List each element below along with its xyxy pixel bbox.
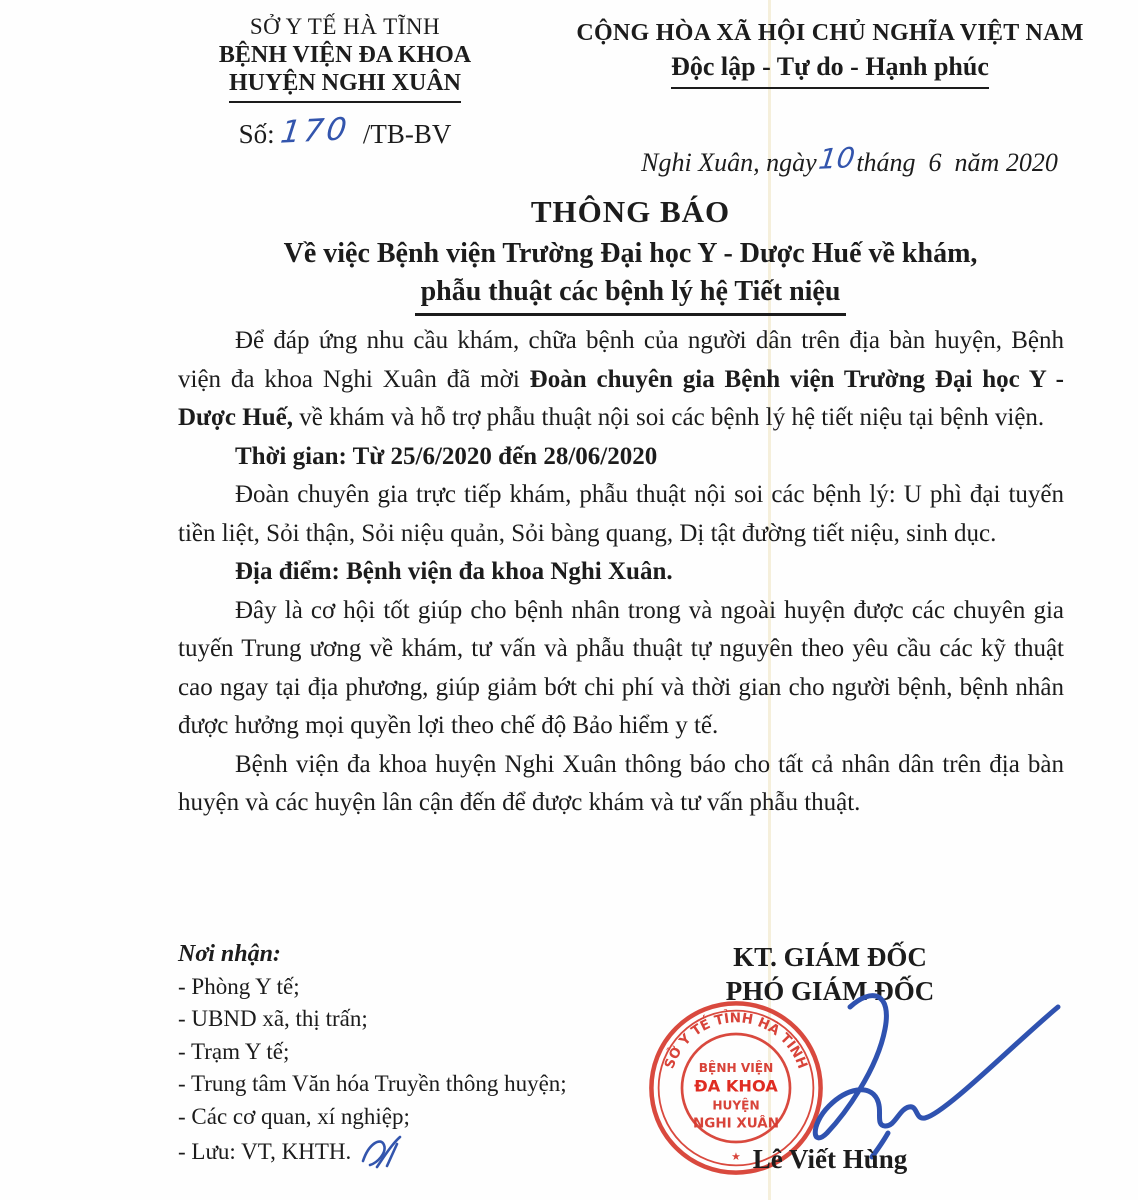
clerk-initial-scrawl: [357, 1133, 405, 1171]
parent-org-name: SỞ Y TẾ HÀ TĨNH: [249, 14, 441, 39]
recipients-block: [178, 938, 608, 1171]
signer-name: Lê Viết Hùng: [752, 1144, 908, 1174]
paragraph-1: Để đáp ứng nhu cầu khám, chữa bệnh của người dân trên địa bàn huyện, Bệnh viện đa khoa Nghi Xuân đã mời Đoàn chuyên gia Bệnh viện Trường Đại học Y - Dược Huế, về khám và hỗ trợ phẫu thuật nội soi các bệnh lý hệ tiết niệu tại bệnh viện.: [178, 327, 1065, 431]
national-header-block: [540, 20, 1120, 208]
document-subtitle-line1: Về việc Bệnh viện Trường Đại học Y - Dược Huế về khám,: [283, 238, 978, 269]
org-name-line2: HUYỆN NGHI XUÂN: [150, 70, 540, 103]
paragraph-location: Địa điểm: Bệnh viện đa khoa Nghi Xuân.: [235, 558, 673, 585]
document-body: [178, 322, 1064, 823]
stamp-inner-line4: NGHI XUÂN: [692, 1115, 780, 1132]
stamp-inner-line1: BỆNH VIỆN: [698, 1060, 774, 1075]
national-motto-line1: CỘNG HÒA XÃ HỘI CHỦ NGHĨA VIỆT NAM: [576, 20, 1084, 46]
date-prefix: Nghi Xuân, ngày: [641, 148, 817, 177]
signer-capacity-line1: KT. GIÁM ĐỐC: [733, 942, 927, 972]
issuing-org-block: [150, 14, 540, 151]
recipient-item: - Các cơ quan, xí nghiệp;: [178, 1103, 410, 1129]
recipient-item: - Phòng Y tế;: [178, 973, 300, 999]
document-title: THÔNG BÁO: [530, 194, 731, 229]
stamp-inner-line3: HUYỆN: [712, 1098, 760, 1113]
signer-capacity-line2: PHÓ GIÁM ĐỐC: [725, 976, 935, 1006]
doc-number-prefix: Số:: [238, 119, 275, 149]
paragraph-1-bold: Đoàn chuyên gia Bệnh viện Trường Đại học Y - Dược Huế,: [178, 365, 1065, 431]
recipients-title: Nơi nhận:: [178, 941, 281, 967]
document-title-block: [178, 194, 1083, 316]
handwritten-doc-number: 170: [278, 111, 352, 151]
national-motto-line2: Độc lập - Tự do - Hạnh phúc: [540, 52, 1120, 89]
stamp-bottom-star: ★: [731, 1150, 741, 1163]
paragraph-time: Thời gian: Từ 25/6/2020 đến 28/06/2020: [235, 442, 658, 470]
recipient-item: - Trạm Y tế;: [178, 1038, 290, 1064]
stamp-ring-text: SỞ Y TẾ TỈNH HÀ TĨNH: [661, 1010, 811, 1071]
paragraph-3: Đoàn chuyên gia trực tiếp khám, phẫu thuật nội soi các bệnh lý: U phì đại tuyến tiền liệt, Sỏi thận, Sỏi niệu quản, Sỏi bàng quang, Dị tật đường tiết niệu, sinh dục.: [178, 481, 1064, 547]
paragraph-5: Đây là cơ hội tốt giúp cho bệnh nhân trong và ngoài huyện được các chuyên gia tuyến Trung ương về khám, tư vấn và phẫu thuật tự nguyên theo yêu cầu các kỹ thuật cao ngay tại địa phương, giúp giảm bớt chi phí và thời gian cho người bệnh, bệnh nhân được hưởng mọi quyền lợi theo chế độ Bảo hiểm y tế.: [178, 596, 1064, 739]
org-name-line1: BỆNH VIỆN ĐA KHOA: [218, 42, 472, 68]
recipient-item: - UBND xã, thị trấn;: [178, 1006, 368, 1031]
doc-number-suffix: /TB-BV: [362, 119, 452, 149]
date-suffix: tháng 6 năm 2020: [856, 148, 1058, 177]
paragraph-6: Bệnh viện đa khoa huyện Nghi Xuân thông báo cho tất cả nhân dân trên địa bàn huyện và các huyện lân cận đến để được khám và tư vấn phẫu thuật.: [178, 750, 1064, 816]
document-number: [150, 111, 540, 151]
stamp-inner-line2: ĐA KHOA: [694, 1076, 778, 1096]
recipient-item: - Trung tâm Văn hóa Truyền thông huyện;: [178, 1071, 567, 1096]
document-subtitle-line2: phẫu thuật các bệnh lý hệ Tiết niệu: [178, 276, 1083, 316]
signature-scrawl: [788, 985, 1073, 1170]
handwritten-day: 10: [816, 141, 857, 176]
recipient-item: - Lưu: VT, KHTH.: [178, 1133, 608, 1171]
